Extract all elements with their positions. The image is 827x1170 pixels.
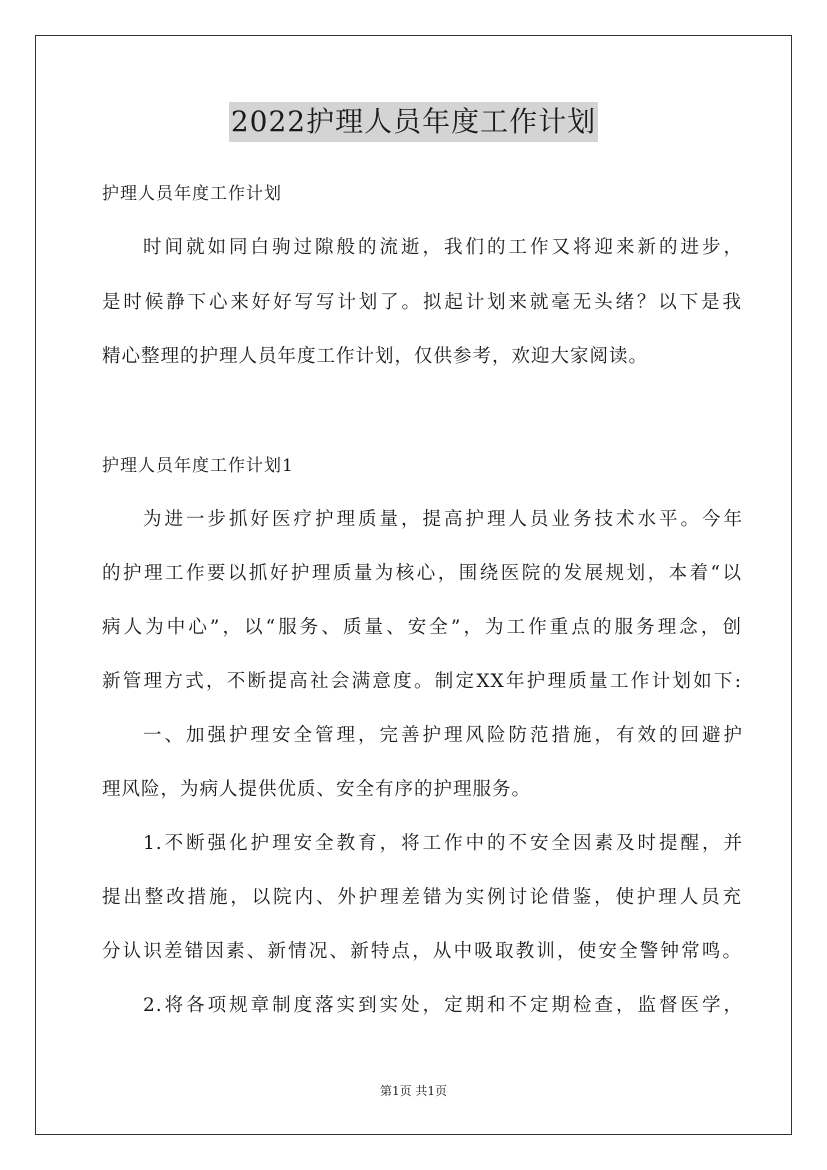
body-line: 2.将各项规章制度落实到实处，定期和不定期检查，监督医学， xyxy=(143,995,743,1016)
document-subtitle: 护理人员年度工作计划 xyxy=(102,184,282,204)
body-line: 理风险，为病人提供优质、安全有序的护理服务。 xyxy=(102,779,532,800)
body-line: 一、加强护理安全管理，完善护理风险防范措施，有效的回避护 xyxy=(143,725,743,746)
body-line: 1.不断强化护理安全教育，将工作中的不安全因素及时提醒，并 xyxy=(143,833,743,854)
intro-line: 时间就如同白驹过隙般的流逝，我们的工作又将迎来新的进步， xyxy=(143,237,743,258)
body-line: 为进一步抓好医疗护理质量，提高护理人员业务技术水平。今年 xyxy=(143,509,743,530)
section-heading: 护理人员年度工作计划1 xyxy=(102,456,294,476)
document-title: 2022护理人员年度工作计划 xyxy=(229,102,598,142)
title-block xyxy=(0,102,827,142)
body-line: 提出整改措施，以院内、外护理差错为实例讨论借鉴，使护理人员充 xyxy=(102,887,742,908)
body-line: 新管理方式，不断提高社会满意度。制定XX年护理质量工作计划如下: xyxy=(102,671,742,692)
intro-line: 精心整理的护理人员年度工作计划，仅供参考，欢迎大家阅读。 xyxy=(102,346,649,367)
body-line: 的护理工作要以抓好护理质量为核心，围绕医院的发展规划，本着“以 xyxy=(102,563,742,584)
body-line: 分认识差错因素、新情况、新特点，从中吸取教训，使安全警钟常鸣。 xyxy=(102,941,742,962)
page-footer: 第1页 共1页 xyxy=(379,1084,448,1098)
body-line: 病人为中心”，以“服务、质量、安全”，为工作重点的服务理念，创 xyxy=(102,617,742,638)
intro-line: 是时候静下心来好好写写计划了。拟起计划来就毫无头绪？以下是我 xyxy=(102,292,742,313)
